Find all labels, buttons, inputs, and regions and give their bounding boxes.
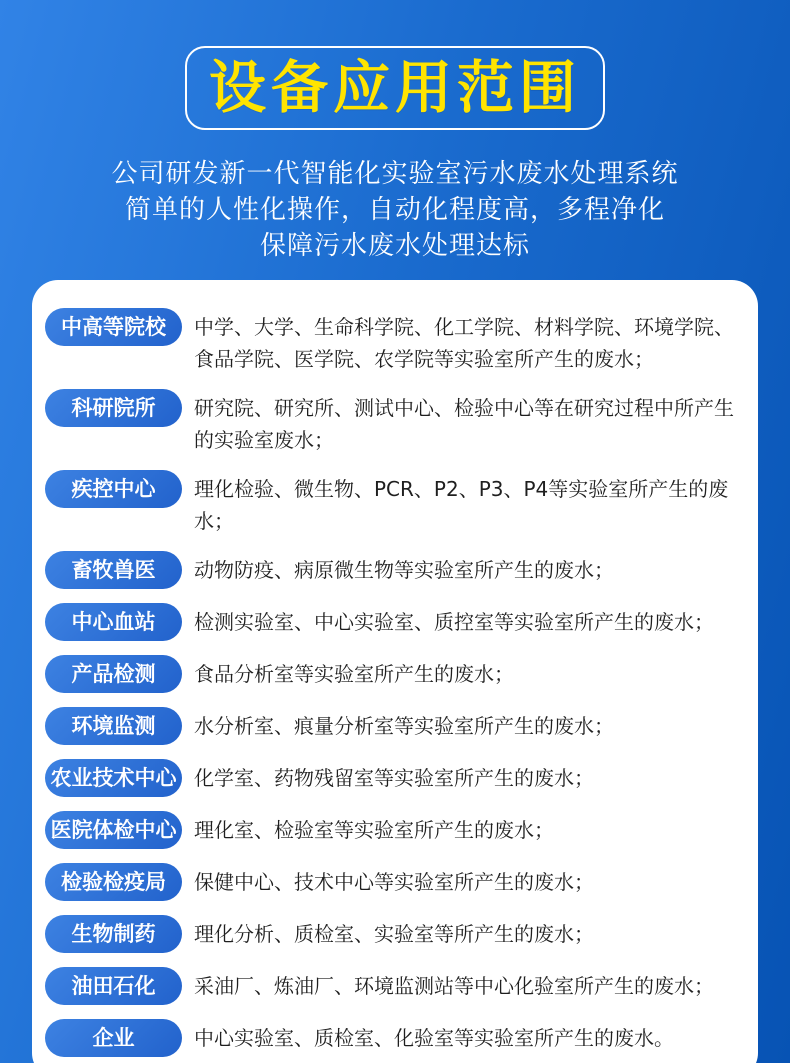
applications-card <box>32 280 758 1063</box>
application-description: 化学室、药物残留室等实验室所产生的废水； <box>194 766 594 790</box>
title-badge <box>185 46 605 130</box>
intro-line-2: 简单的人性化操作，自动化程度高，多程净化 <box>124 195 665 225</box>
application-category-pill: 企业 <box>45 1019 182 1057</box>
application-category-pill: 中高等院校 <box>45 308 182 346</box>
application-description: 食品分析室等实验室所产生的废水； <box>194 662 514 686</box>
application-category-pill: 中心血站 <box>45 603 182 641</box>
application-category-pill: 检验检疫局 <box>45 863 182 901</box>
application-description: 保健中心、技术中心等实验室所产生的废水； <box>194 870 594 894</box>
application-description: 中学、大学、生命科学院、化工学院、材料学院、环境学院、食品学院、医学院、农学院等实验室所产生的废水； <box>194 315 734 371</box>
application-category-pill: 油田石化 <box>45 967 182 1005</box>
application-row <box>45 1019 736 1057</box>
application-description: 检测实验室、中心实验室、质控室等实验室所产生的废水； <box>194 610 714 634</box>
application-description: 理化检验、微生物、PCR、P2、P3、P4等实验室所产生的废水； <box>194 477 729 533</box>
application-description: 理化分析、质检室、实验室等所产生的废水； <box>194 922 594 946</box>
application-category-pill: 农业技术中心 <box>45 759 182 797</box>
application-row <box>45 811 736 849</box>
application-category-pill: 生物制药 <box>45 915 182 953</box>
page-title: 设备应用范围 <box>209 54 581 121</box>
application-row <box>45 655 736 693</box>
application-description: 中心实验室、质检室、化验室等实验室所产生的废水。 <box>194 1026 674 1050</box>
application-category-pill: 疾控中心 <box>45 470 182 508</box>
application-description: 理化室、检验室等实验室所产生的废水； <box>194 818 554 842</box>
application-row <box>45 759 736 797</box>
application-category-pill: 环境监测 <box>45 707 182 745</box>
application-row <box>45 603 736 641</box>
applications-list <box>45 308 736 1057</box>
application-row <box>45 707 736 745</box>
application-row <box>45 967 736 1005</box>
application-row <box>45 863 736 901</box>
application-category-pill: 科研院所 <box>45 389 182 427</box>
intro-line-1: 公司研发新一代智能化实验室污水废水处理系统 <box>111 159 679 189</box>
application-category-pill: 产品检测 <box>45 655 182 693</box>
application-row <box>45 915 736 953</box>
application-category-pill: 医院体检中心 <box>45 811 182 849</box>
application-row <box>45 470 736 537</box>
application-row <box>45 551 736 589</box>
application-row <box>45 389 736 456</box>
application-description: 采油厂、炼油厂、环境监测站等中心化验室所产生的废水； <box>194 974 714 998</box>
application-description: 水分析室、痕量分析室等实验室所产生的废水； <box>194 714 614 738</box>
application-row <box>45 308 736 375</box>
application-description: 动物防疫、病原微生物等实验室所产生的废水； <box>194 558 614 582</box>
application-description: 研究院、研究所、测试中心、检验中心等在研究过程中所产生的实验室废水； <box>194 396 734 452</box>
intro-line-3: 保障污水废水处理达标 <box>259 231 530 261</box>
application-category-pill: 畜牧兽医 <box>45 551 182 589</box>
intro-text <box>0 156 790 264</box>
